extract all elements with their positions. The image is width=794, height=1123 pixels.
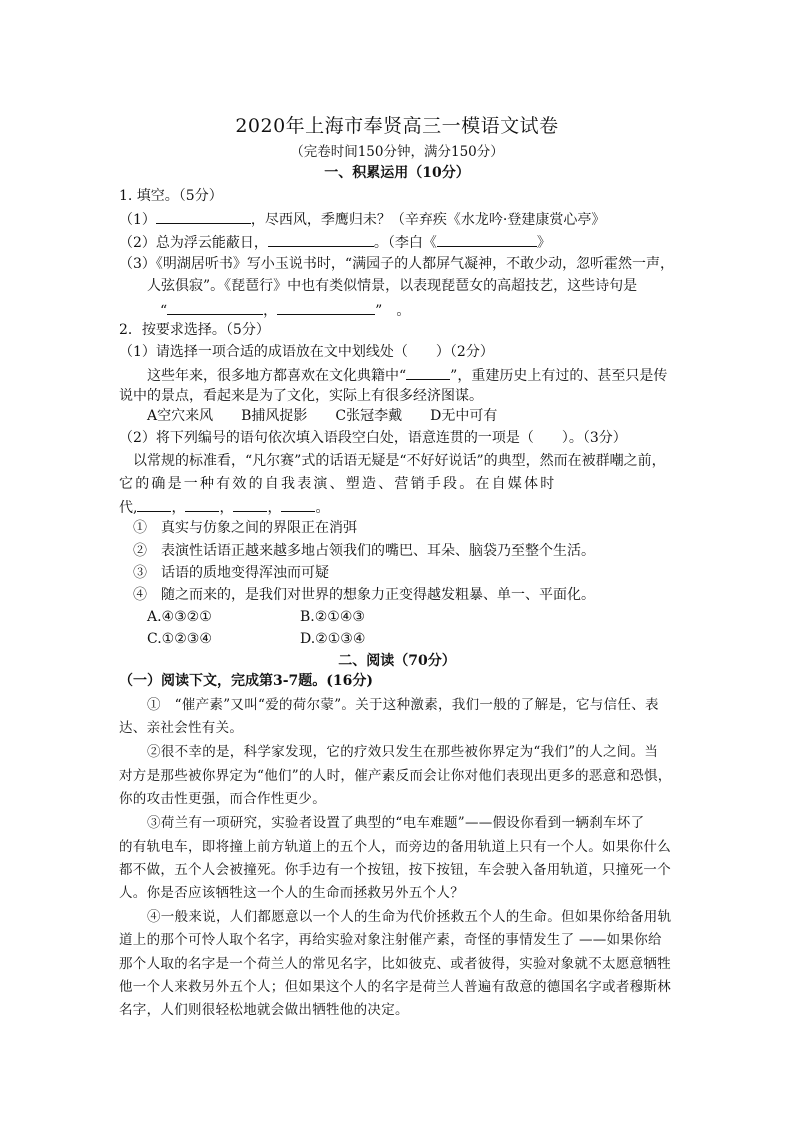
q2-1-text-cont: ”，重建历史上有过的、甚至只是传 [450, 368, 668, 384]
quote-close: ” 。 [375, 303, 411, 319]
fill-blank[interactable] [437, 231, 537, 247]
q1-1-text: ，尽西风，季鹰归未？（辛弃疾《水龙吟·登建康赏心亭》 [250, 212, 606, 228]
q1-2-prefix: （2）总为浮云能蔽日， [119, 235, 268, 251]
fill-blank[interactable] [268, 231, 374, 247]
q2-2-prefix: 代, [119, 500, 138, 516]
question-1-line-3: （3）《明湖居听书》写小玉说书时，“满园子的人都屏气凝神，不敢少动，忽听霍然一声， [119, 256, 675, 272]
section-heading-accumulation: 一、积累运用（10分） [324, 165, 470, 181]
passage-line: 那个人取的名字是一个荷兰人的常见名字，比如彼克、或者彼得，实验对象就不太愿意牺牲 [119, 956, 671, 972]
question-2-part-2-title: （2）将下列编号的语句依次填入语段空白处，语意连贯的一项是（ ）。（3分） [119, 430, 627, 446]
passage-line: ②很不幸的是，科学家发现，它的疗效只发生在那些被你界定为“我们”的人之间。当 [147, 744, 659, 760]
q2-1-text: 这些年来，很多地方都喜欢在文化典籍中“ [147, 368, 407, 384]
choice-a[interactable]: A.④③②① [147, 609, 212, 625]
passage-line: 都不做，五个人会被撞死。你手边有一个按钮，按下按钮，车会驶入备用轨道，只撞死一个 [119, 862, 671, 878]
choice-b[interactable]: B.②①④③ [300, 609, 365, 625]
section-heading-reading: 二、阅读（70分） [338, 653, 456, 669]
page-title: 2020年上海市奉贤高三一模语文试卷 [235, 115, 559, 137]
passage-line: 他一个人来救另外五个人；但如果这个人的名字是荷兰人普遍有敌意的德国名字或者穆斯林 [119, 979, 671, 995]
sep: ， [267, 500, 282, 516]
passage-line: 人。你是否应该牺牲这一个人的生命而拯救另外五个人？ [119, 885, 464, 901]
question-2-part-1-options: A空穴来风 B捕风捉影 C张冠李戴 D无中可有 [147, 408, 498, 424]
q1-2-suffix: 》 [536, 235, 551, 251]
question-2-part-2-text-2: 它的确是一种有效的自我表演、塑造、营销手段。在自媒体时 [119, 476, 557, 492]
choice-d[interactable]: D.②①③④ [300, 631, 366, 647]
fill-blank[interactable] [233, 496, 267, 512]
question-2-part-1-text-2: 说中的景点，看起来是为了文化，实际上有很多经济图谋。 [119, 388, 483, 404]
passage-line: ④一般来说，人们都愿意以一个人的生命为代价拯救五个人的生命。但如果你给备用轨 [147, 909, 672, 925]
question-2-part-2-text-1: 以常规的标准看，“凡尔赛”式的话语无疑是“不好好说话”的典型，然而在被群嘲之前， [133, 453, 666, 469]
choice-c[interactable]: C.①②③④ [147, 631, 212, 647]
sep: ， [219, 500, 234, 516]
question-1-title: 1. 填空。（5分） [119, 188, 223, 204]
passage-line: 道上的那个可怜人取个名字，再给实验对象注射催产素，奇怪的事情发生了 ——如果你给 [119, 932, 662, 948]
question-1-line-2 [119, 231, 551, 253]
quote-comma: ， [263, 303, 278, 319]
statement-item: ① 真实与仿象之间的界限正在消弭 [133, 520, 357, 536]
fill-blank[interactable] [277, 299, 375, 315]
fill-blank[interactable] [137, 496, 171, 512]
fill-blank[interactable] [167, 299, 263, 315]
fill-blank[interactable] [156, 208, 251, 224]
question-1-line-1 [119, 208, 605, 230]
fill-blank[interactable] [281, 496, 315, 512]
quote-open: “ [160, 303, 168, 319]
q1-1-prefix: （1） [119, 212, 156, 228]
passage-line: 的有轨电车，即将撞上前方轨道上的五个人，而旁边的备用轨道上只有一个人。如果你什么 [119, 839, 671, 855]
fill-blank[interactable] [185, 496, 219, 512]
question-2-part-1-title: （1）请选择一项合适的成语放在文中划线处（ ）（2分） [119, 344, 494, 360]
q1-2-mid: 。（李白《 [373, 235, 437, 251]
question-1-line-4: 人弦俱寂”。《琵琶行》中也有类似情景，以表现琵琶女的高超技艺，这些诗句是 [147, 278, 638, 294]
question-2-title: 2．按要求选择。（5分） [119, 322, 270, 338]
passage-line: 你的攻击性更强，而合作性更少。 [119, 791, 326, 807]
reading-part-1-title: （一）阅读下文，完成第3-7题。(16分) [119, 673, 374, 689]
fill-blank[interactable] [406, 364, 450, 380]
question-1-line-5 [160, 299, 410, 321]
passage-line: 达、亲社会性有关。 [119, 720, 244, 736]
statement-item: ③ 话语的质地变得浑浊而可疑 [133, 565, 329, 581]
question-2-part-1-text-1 [147, 364, 667, 386]
end: 。 [315, 500, 330, 516]
passage-line: 对方是那些被你界定为“他们”的人时，催产素反而会让你对他们表现出更多的恶意和恐惧， [119, 768, 672, 784]
sep: ， [171, 500, 186, 516]
exam-subtitle: （完卷时间150分钟，满分150分） [290, 144, 504, 160]
passage-line: 名字，人们则很轻松地就会做出牺牲他的决定。 [119, 1002, 409, 1018]
passage-line: ① “催产素”又叫“爱的荷尔蒙”。关于这种激素，我们一般的了解是，它与信任、表 [147, 697, 659, 713]
statement-item: ④ 随之而来的，是我们对世界的想象力正变得越发粗暴、单一、平面化。 [133, 587, 595, 603]
question-2-part-2-text-3 [119, 496, 329, 518]
passage-line: ③荷兰有一项研究，实验者设置了典型的“电车难题”——假设你看到一辆刹车坏了 [147, 815, 645, 831]
statement-item: ② 表演性话语正越来越多地占领我们的嘴巴、耳朵、脑袋乃至整个生活。 [133, 543, 595, 559]
